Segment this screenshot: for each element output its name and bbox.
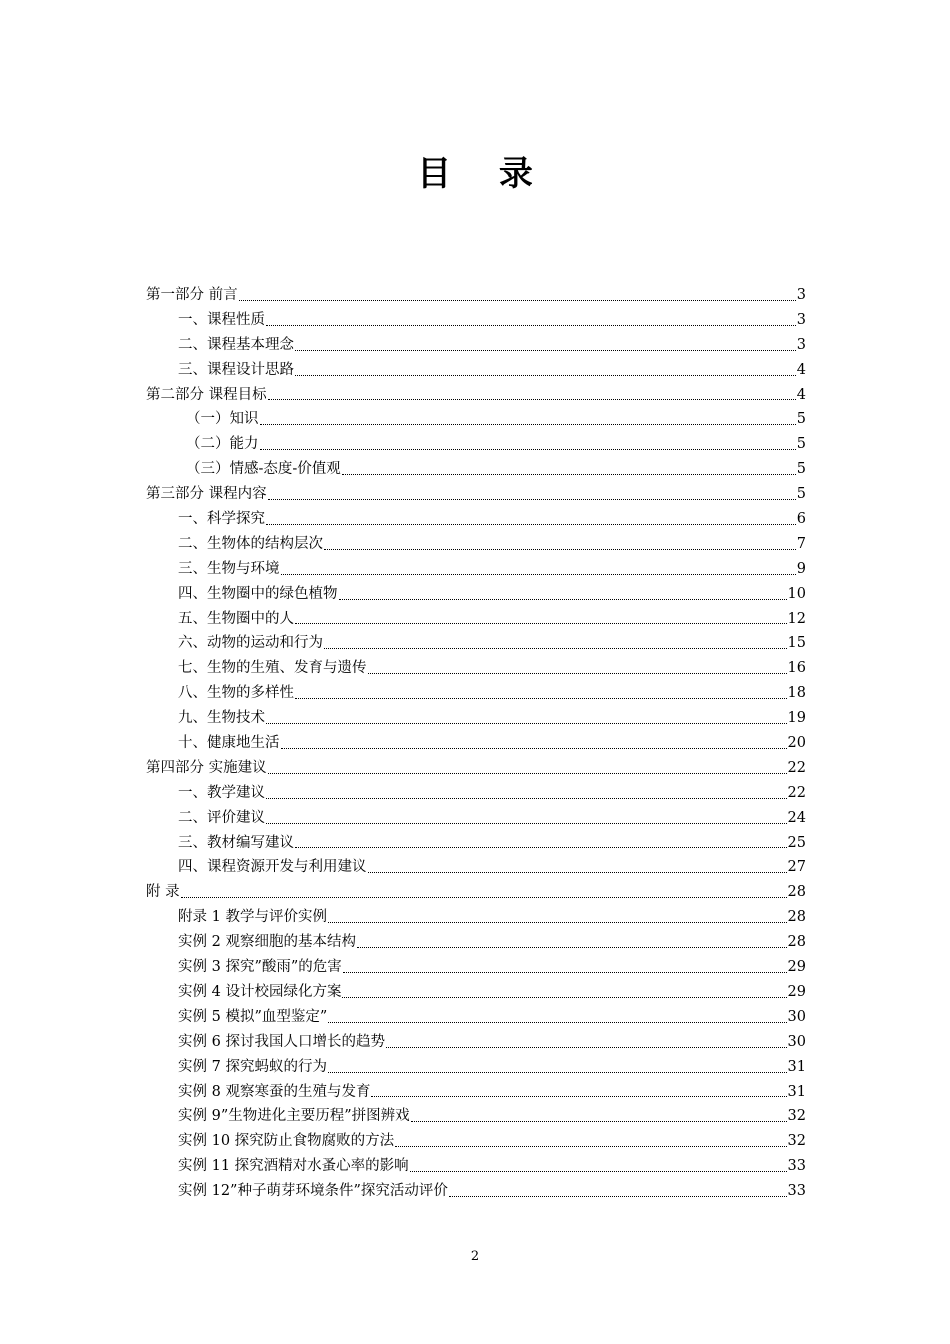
toc-dot-leader — [342, 996, 786, 998]
toc-entry-page-number: 30 — [787, 1033, 806, 1050]
toc-entry-32[interactable] — [146, 1055, 806, 1080]
toc-entry-label: 附录 1 教学与评价实例 — [178, 909, 327, 926]
toc-entry-label: 二、评价建议 — [178, 809, 265, 826]
toc-entry-20[interactable] — [146, 756, 806, 781]
toc-entry-page-number: 22 — [787, 759, 806, 776]
toc-entry-page-number: 25 — [787, 834, 806, 851]
toc-entry-23[interactable] — [146, 831, 806, 856]
toc-entry-page-number: 6 — [796, 511, 806, 528]
toc-dot-leader — [411, 1120, 787, 1122]
toc-dot-leader — [295, 622, 787, 624]
toc-dot-leader — [268, 398, 796, 400]
toc-entry-label: 第四部分 实施建议 — [146, 759, 267, 776]
toc-entry-7[interactable] — [146, 432, 806, 457]
toc-entry-page-number: 32 — [787, 1133, 806, 1150]
toc-dot-leader — [324, 548, 796, 550]
toc-entry-label: 一、教学建议 — [178, 784, 265, 801]
toc-entry-25[interactable] — [146, 880, 806, 905]
toc-entry-page-number: 33 — [787, 1183, 806, 1200]
toc-entry-page-number: 28 — [787, 909, 806, 926]
toc-dot-leader — [371, 1095, 786, 1097]
toc-entry-label: （三）情感-态度-价值观 — [186, 461, 341, 478]
toc-entry-label: 三、教材编写建议 — [178, 834, 294, 851]
toc-entry-page-number: 31 — [787, 1083, 806, 1100]
toc-dot-leader — [268, 498, 796, 500]
toc-entry-page-number: 5 — [796, 486, 806, 503]
toc-dot-leader — [357, 946, 787, 948]
toc-dot-leader — [339, 598, 787, 600]
toc-entry-page-number: 7 — [796, 535, 806, 552]
toc-entry-26[interactable] — [146, 905, 806, 930]
toc-entry-5[interactable] — [146, 383, 806, 408]
toc-entry-14[interactable] — [146, 607, 806, 632]
toc-entry-label: 一、课程性质 — [178, 311, 265, 328]
toc-entry-12[interactable] — [146, 557, 806, 582]
page-number: 2 — [470, 1249, 480, 1264]
toc-dot-leader — [281, 747, 787, 749]
toc-dot-leader — [328, 1021, 786, 1023]
toc-entry-label: 第一部分 前言 — [146, 287, 238, 303]
toc-entry-24[interactable] — [146, 855, 806, 880]
toc-entry-page-number: 28 — [787, 884, 806, 901]
toc-entry-label: 九、生物技术 — [178, 710, 265, 727]
toc-entry-label: 二、课程基本理念 — [178, 336, 294, 353]
toc-entry-label: 一、科学探究 — [178, 511, 265, 528]
toc-entry-label: （二）能力 — [186, 436, 259, 453]
toc-entry-4[interactable] — [146, 358, 806, 383]
toc-entry-label: 实例 9”生物进化主要历程”拼图辨戏 — [178, 1108, 410, 1125]
toc-dot-leader — [324, 647, 787, 649]
toc-entry-label: 八、生物的多样性 — [178, 685, 294, 702]
toc-entry-label: 实例 8 观察寒蚕的生殖与发育 — [178, 1083, 371, 1100]
toc-entry-page-number: 29 — [787, 983, 806, 1000]
toc-entry-8[interactable] — [146, 457, 806, 482]
toc-entry-33[interactable] — [146, 1080, 806, 1105]
toc-dot-leader — [328, 921, 787, 923]
toc-entry-page-number: 29 — [787, 959, 806, 976]
toc-dot-leader — [266, 797, 787, 799]
toc-entry-page-number: 12 — [787, 610, 806, 627]
toc-entry-page-number: 4 — [796, 361, 806, 378]
toc-entry-label: 实例 3 探究”酸雨”的危害 — [178, 959, 342, 976]
toc-entry-label: 实例 10 探究防止食物腐败的方法 — [178, 1133, 395, 1150]
toc-entry-page-number: 9 — [796, 560, 806, 577]
toc-entry-17[interactable] — [146, 681, 806, 706]
toc-entry-10[interactable] — [146, 507, 806, 532]
toc-entry-31[interactable] — [146, 1030, 806, 1055]
toc-entry-13[interactable] — [146, 582, 806, 607]
toc-dot-leader — [260, 423, 796, 425]
toc-entry-page-number: 33 — [787, 1158, 806, 1175]
toc-entry-16[interactable] — [146, 656, 806, 681]
toc-dot-leader — [181, 896, 787, 898]
toc-entry-9[interactable] — [146, 482, 806, 507]
toc-entry-label: 附 录 — [146, 884, 180, 901]
toc-entry-page-number: 27 — [787, 859, 806, 876]
toc-entry-label: （一）知识 — [186, 411, 259, 428]
toc-entry-label: 实例 5 模拟”血型鉴定” — [178, 1008, 328, 1025]
toc-entry-page-number: 28 — [787, 934, 806, 951]
toc-dot-leader — [368, 871, 787, 873]
table-of-contents — [146, 283, 806, 1204]
toc-entry-22[interactable] — [146, 806, 806, 831]
toc-dot-leader — [449, 1195, 787, 1197]
toc-entry-page-number: 3 — [796, 287, 806, 303]
toc-entry-label: 第二部分 课程目标 — [146, 386, 267, 403]
toc-entry-page-number: 3 — [796, 311, 806, 328]
toc-dot-leader — [260, 448, 796, 450]
page-title: 目 录 — [417, 154, 551, 194]
toc-entry-page-number: 5 — [796, 411, 806, 428]
toc-entry-36[interactable] — [146, 1154, 806, 1179]
toc-entry-label: 六、动物的运动和行为 — [178, 635, 323, 652]
toc-entry-29[interactable] — [146, 980, 806, 1005]
toc-entry-21[interactable] — [146, 781, 806, 806]
toc-entry-28[interactable] — [146, 955, 806, 980]
toc-entry-page-number: 5 — [796, 461, 806, 478]
toc-dot-leader — [239, 299, 796, 301]
toc-entry-18[interactable] — [146, 706, 806, 731]
toc-dot-leader — [295, 374, 796, 376]
toc-entry-30[interactable] — [146, 1005, 806, 1030]
toc-entry-label: 三、课程设计思路 — [178, 361, 294, 378]
toc-entry-11[interactable] — [146, 532, 806, 557]
toc-dot-leader — [386, 1046, 787, 1048]
toc-entry-label: 三、生物与环境 — [178, 560, 280, 577]
toc-dot-leader — [343, 971, 787, 973]
toc-entry-page-number: 18 — [787, 685, 806, 702]
toc-entry-label: 第三部分 课程内容 — [146, 486, 267, 503]
toc-entry-label: 七、生物的生殖、发育与遗传 — [178, 660, 367, 677]
toc-dot-leader — [410, 1170, 787, 1172]
toc-entry-page-number: 16 — [787, 660, 806, 677]
toc-dot-leader — [266, 523, 796, 525]
toc-entry-label: 四、生物圈中的绿色植物 — [178, 585, 338, 602]
toc-entry-label: 实例 2 观察细胞的基本结构 — [178, 934, 356, 951]
toc-dot-leader — [266, 324, 796, 326]
toc-entry-label: 四、课程资源开发与利用建议 — [178, 859, 367, 876]
toc-entry-35[interactable] — [146, 1129, 806, 1154]
toc-entry-3[interactable] — [146, 333, 806, 358]
toc-entry-37[interactable] — [146, 1179, 806, 1204]
toc-dot-leader — [295, 349, 796, 351]
toc-entry-2[interactable] — [146, 308, 806, 333]
toc-entry-15[interactable] — [146, 631, 806, 656]
toc-entry-page-number: 15 — [787, 635, 806, 652]
toc-entry-page-number: 5 — [796, 436, 806, 453]
toc-dot-leader — [295, 846, 787, 848]
toc-dot-leader — [368, 672, 787, 674]
toc-dot-leader — [395, 1145, 786, 1147]
toc-entry-label: 实例 6 探讨我国人口增长的趋势 — [178, 1033, 385, 1050]
toc-entry-label: 实例 11 探究酒精对水蚤心率的影响 — [178, 1158, 409, 1175]
toc-dot-leader — [342, 473, 796, 475]
toc-entry-page-number: 10 — [787, 585, 806, 602]
toc-entry-page-number: 20 — [787, 735, 806, 752]
toc-entry-page-number: 31 — [787, 1058, 806, 1075]
toc-dot-leader — [268, 772, 787, 774]
toc-entry-page-number: 19 — [787, 710, 806, 727]
toc-entry-page-number: 22 — [787, 784, 806, 801]
toc-entry-page-number: 4 — [796, 386, 806, 403]
toc-dot-leader — [266, 822, 787, 824]
toc-entry-page-number: 3 — [796, 336, 806, 353]
toc-entry-27[interactable] — [146, 930, 806, 955]
toc-dot-leader — [295, 697, 787, 699]
toc-entry-label: 五、生物圈中的人 — [178, 610, 294, 627]
toc-entry-1[interactable] — [146, 283, 806, 308]
toc-entry-6[interactable] — [146, 407, 806, 432]
toc-entry-label: 十、健康地生活 — [178, 735, 280, 752]
toc-entry-label: 二、生物体的结构层次 — [178, 535, 323, 552]
toc-entry-page-number: 24 — [787, 809, 806, 826]
toc-entry-label: 实例 7 探究蚂蚁的行为 — [178, 1058, 327, 1075]
toc-dot-leader — [328, 1071, 787, 1073]
toc-entry-19[interactable] — [146, 731, 806, 756]
toc-dot-leader — [281, 573, 796, 575]
toc-entry-page-number: 32 — [787, 1108, 806, 1125]
toc-dot-leader — [266, 722, 787, 724]
toc-entry-label: 实例 12”种子萌芽环境条件”探究活动评价 — [178, 1183, 448, 1200]
toc-entry-label: 实例 4 设计校园绿化方案 — [178, 983, 342, 1000]
toc-entry-34[interactable] — [146, 1104, 806, 1129]
toc-entry-page-number: 30 — [787, 1008, 806, 1025]
